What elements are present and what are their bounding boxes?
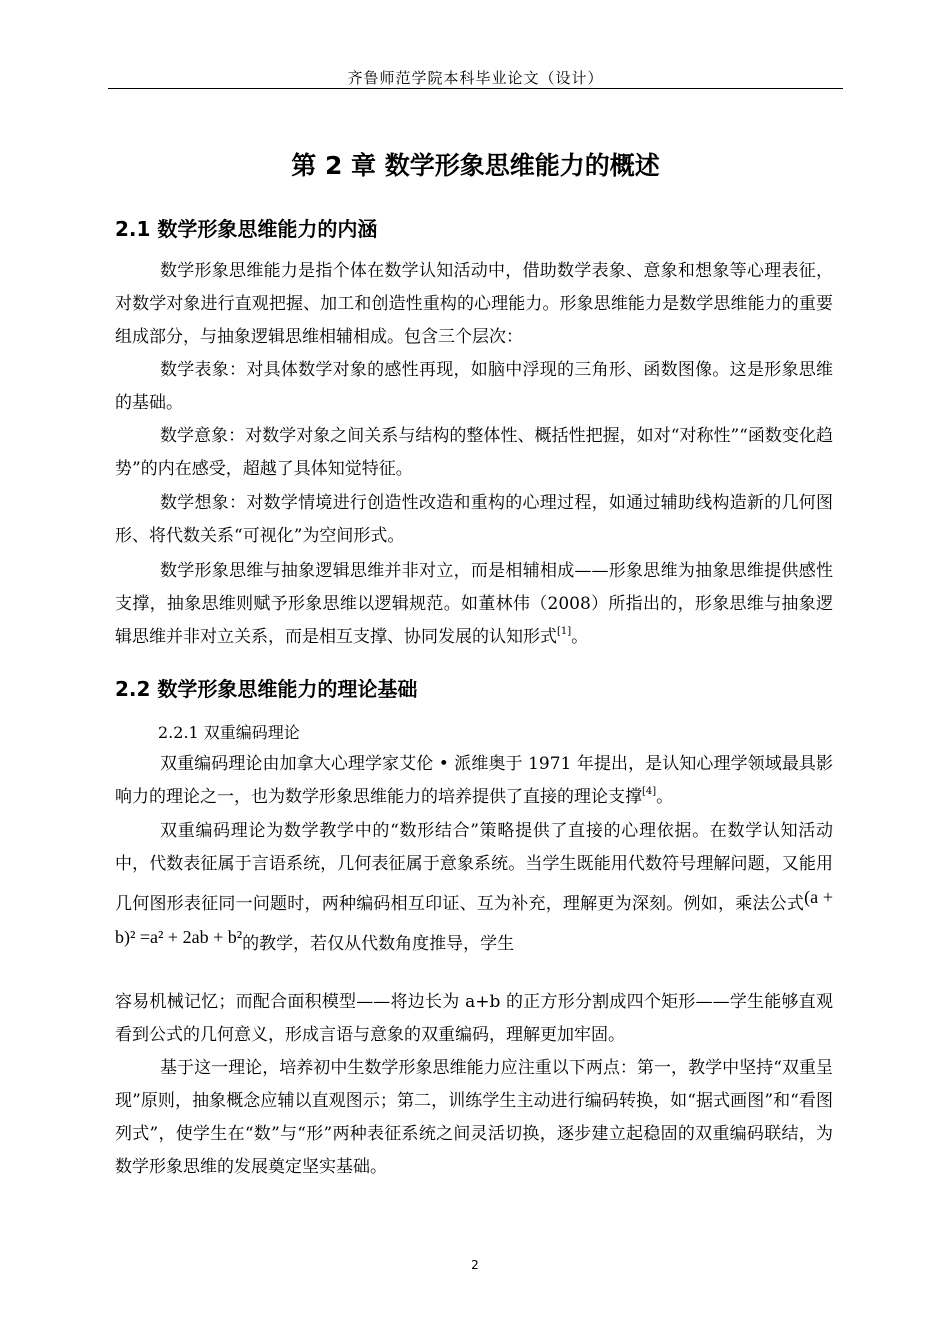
paragraph (115, 748, 833, 814)
paragraph: 数学想象：对数学情境进行创造性改造和重构的心理过程，如通过辅助线构造新的几何图形、将代数关系“可视化”为空间形式。 (115, 493, 833, 546)
paragraph-text: 数学形象思维与抽象逻辑思维并非对立，而是相辅相成——形象思维为抽象思维提供感性支撑，抽象思维则赋予形象思维以逻辑规范。如董林伟（2008）所指出的，形象思维与抽象逻辑思维并非对立关系，而是相互支撑、协同发展的认知形式 (115, 561, 833, 647)
paragraph-text: 双重编码理论为数学教学中的“数形结合”策略提供了直接的心理依据。在数学认知活动中，代数表征属于言语系统，几何表征属于意象系统。当学生既能用代数符号理解问题，又能用几何图形表征同一问题时，两种编码相互印证、互为补充，理解更为深刻。例如，乘法公式 (115, 821, 833, 914)
header-rule (108, 88, 843, 89)
paragraph-end: 。 (571, 627, 589, 647)
paragraph-end: 。 (656, 787, 674, 807)
paragraph: 容易机械记忆；而配合面积模型——将边长为 a+b 的正方形分割成四个矩形——学生能够直观看到公式的几何意义，形成言语与意象的双重编码，理解更加牢固。 (115, 992, 833, 1045)
section-heading-2-2: 2.2 数学形象思维能力的理论基础 (115, 677, 418, 701)
paragraph-text: 的教学，若仅从代数角度推导，学生 (242, 934, 515, 954)
chapter-title: 第 2 章 数学形象思维能力的概述 (291, 151, 660, 180)
paragraph: 基于这一理论，培养初中生数学形象思维能力应注重以下两点：第一，教学中坚持“双重呈现”原则，抽象概念应辅以直观图示；第二，训练学生主动进行编码转换，如“据式画图”和“看图列式”，使学生在“数”与“形”两种表征系统之间灵活切换，逐步建立起稳固的双重编码联结，为数学形象思维的发展奠定坚实基础。 (115, 1058, 833, 1177)
formula: (a + b)² =a² + 2ab + b² (115, 887, 834, 947)
paragraph: 数学形象思维能力是指个体在数学认知活动中，借助数学表象、意象和想象等心理表征，对数学对象进行直观把握、加工和创造性重构的心理能力。形象思维能力是数学思维能力的重要组成部分，与抽象逻辑思维相辅相成。包含三个层次： (115, 261, 833, 347)
citation-ref: [1] (557, 626, 572, 637)
paragraph-text: 双重编码理论由加拿大心理学家艾伦 • 派维奥于 1971 年提出，是认知心理学领域最具影响力的理论之一，也为数学形象思维能力的培养提供了直接的理论支撑 (115, 754, 833, 807)
paragraph: 数学表象：对具体数学对象的感性再现，如脑中浮现的三角形、函数图像。这是形象思维的基础。 (115, 360, 833, 413)
section-heading-2-1: 2.1 数学形象思维能力的内涵 (115, 217, 378, 241)
page-number: 2 (471, 1258, 479, 1272)
paragraph (115, 555, 833, 654)
page-header: 齐鲁师范学院本科毕业论文（设计） (347, 69, 604, 87)
paragraph (115, 815, 833, 961)
paragraph: 数学意象：对数学对象之间关系与结构的整体性、概括性把握，如对“对称性”“函数变化趋势”的内在感受，超越了具体知觉特征。 (115, 426, 833, 479)
citation-ref: [4] (642, 786, 657, 797)
subsection-heading-2-2-1: 2.2.1 双重编码理论 (158, 723, 300, 742)
